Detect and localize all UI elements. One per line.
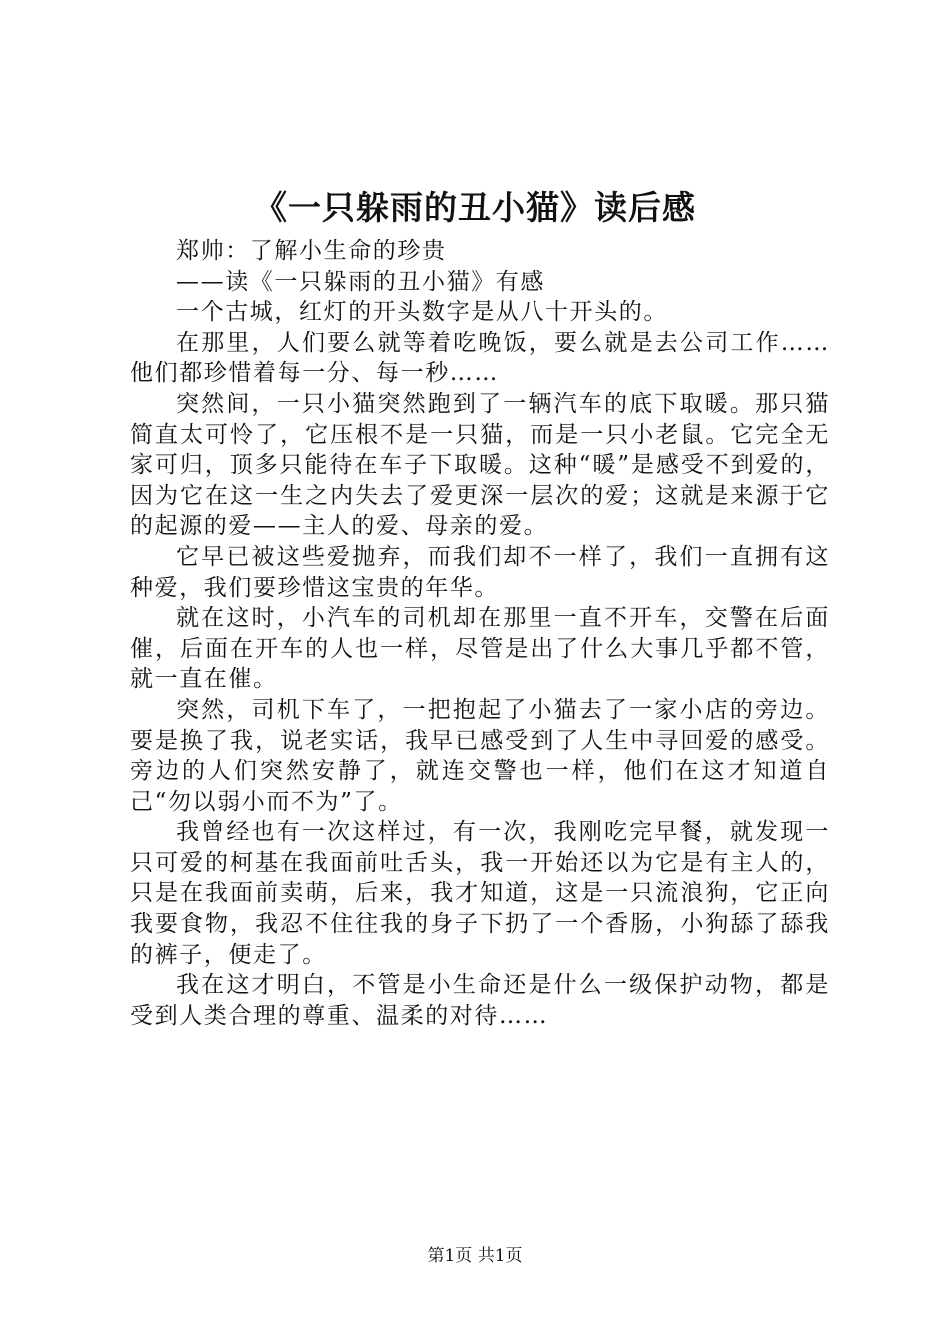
- paragraph: 郑帅：了解小生命的珍贵: [176, 238, 447, 264]
- page-number-footer: 第1页 共1页: [427, 1246, 523, 1266]
- document-body: [130, 236, 830, 1031]
- paragraph: 一个古城，红灯的开头数字是从八十开头的。: [176, 299, 668, 326]
- paragraph: 突然，司机下车了，一把抱起了小猫去了一家小店的旁边。要是换了我，说老实话，我早已感受到了人生中寻回爱的感受。旁边的人们突然安静了，就连交警也一样，他们在这才知道自己“勿以弱小而不为”了。: [130, 696, 830, 815]
- paragraph: 它早已被这些爱抛弃，而我们却不一样了，我们一直拥有这种爱，我们要珍惜这宝贵的年华。: [130, 543, 830, 601]
- paragraph: 在那里，人们要么就等着吃晚饭，要么就是去公司工作……他们都珍惜着每一分、每一秒……: [130, 329, 830, 387]
- page-title: 《一只躲雨的丑小猫》读后感: [254, 188, 696, 227]
- paragraph: 我在这才明白，不管是小生命还是什么一级保护动物，都是受到人类合理的尊重、温柔的对待……: [130, 972, 830, 1029]
- paragraph: 我曾经也有一次这样过，有一次，我刚吃完早餐，就发现一只可爱的柯基在我面前吐舌头，我一开始还以为它是有主人的，只是在我面前卖萌，后来，我才知道，这是一只流浪狗，它正向我要食物，我忍不住往我的身子下扔了一个香肠，小狗舔了舔我的裤子，便走了。: [130, 819, 830, 968]
- paragraph: ——读《一只躲雨的丑小猫》有感: [176, 268, 545, 295]
- paragraph: 突然间，一只小猫突然跑到了一辆汽车的底下取暖。那只猫简直太可怜了，它压根不是一只猫，而是一只小老鼠。它完全无家可归，顶多只能待在车子下取暖。这种“暖”是感受不到爱的，因为它在这一生之内失去了爱更深一层次的爱；这就是来源于它的起源的爱——主人的爱、母亲的爱。: [130, 390, 830, 540]
- paragraph: 就在这时，小汽车的司机却在那里一直不开车，交警在后面催，后面在开车的人也一样，尽管是出了什么大事几乎都不管，就一直在催。: [130, 605, 830, 693]
